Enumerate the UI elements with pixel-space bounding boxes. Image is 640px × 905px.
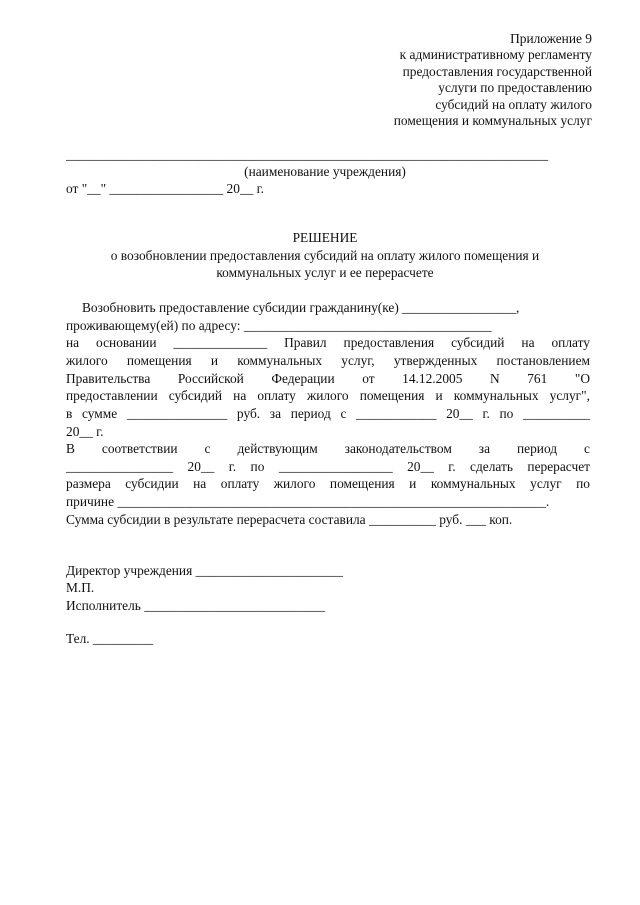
body-line-2: проживающему(ей) по адресу: _____________________________________ bbox=[66, 318, 492, 333]
body-line-1: Возобновить предоставление субсидии гражданину(ке) _________________, bbox=[82, 300, 520, 315]
director-signature-line: Директор учреждения ______________________ bbox=[66, 563, 343, 578]
body-line-11: размера субсидии на оплату жилого помещения и коммунальных услуг по bbox=[66, 476, 590, 491]
phone-field: Тел. _________ bbox=[66, 631, 154, 646]
page-title: РЕШЕНИЕ bbox=[292, 230, 358, 245]
body-line-13: Сумма субсидии в результате перерасчета составила __________ руб. ___ коп. bbox=[66, 512, 513, 527]
body-line-12: причине ________________________________________________________________. bbox=[66, 494, 550, 509]
body-line-9: В соответствии с действующим законодательством за период с bbox=[66, 441, 590, 456]
body-line-7: в сумме _______________ руб. за период с ____________ 20__ г. по __________ bbox=[66, 406, 590, 421]
appendix-line-3: предоставления государственной bbox=[402, 64, 592, 79]
executor-signature-line: Исполнитель ___________________________ bbox=[66, 598, 326, 613]
appendix-line-4: услуги по предоставлению bbox=[438, 80, 592, 95]
body-line-5: Правительства Российской Федерации от 14.12.2005 N 761 "О bbox=[66, 371, 590, 386]
stamp-placeholder: М.П. bbox=[66, 580, 95, 595]
body-line-8: 20__ г. bbox=[66, 424, 104, 439]
institution-caption: (наименование учреждения) bbox=[244, 164, 406, 179]
body-line-4: жилого помещения и коммунальных услуг, утвержденных постановлением bbox=[66, 353, 590, 368]
title-subtitle-2: коммунальных услуг и ее перерасчете bbox=[216, 265, 434, 280]
appendix-line-6: помещения и коммунальных услуг bbox=[393, 113, 592, 128]
appendix-line-5: субсидий на оплату жилого bbox=[435, 97, 592, 112]
date-field: от "__" _________________ 20__ г. bbox=[66, 181, 265, 196]
body-line-3: на основании ______________ Правил предоставления субсидий на оплату bbox=[66, 335, 590, 350]
institution-name-field: ________________________________________________________________________ bbox=[66, 147, 549, 162]
body-line-10: ________________ 20__ г. по _________________ 20__ г. сделать перерасчет bbox=[66, 459, 590, 474]
appendix-number: Приложение 9 bbox=[510, 31, 592, 46]
appendix-line-2: к административному регламенту bbox=[399, 47, 592, 62]
body-line-6: предоставлении субсидий на оплату жилого помещения и коммунальных услуг", bbox=[66, 388, 590, 403]
title-subtitle-1: о возобновлении предоставления субсидий на оплату жилого помещения и bbox=[110, 248, 540, 263]
